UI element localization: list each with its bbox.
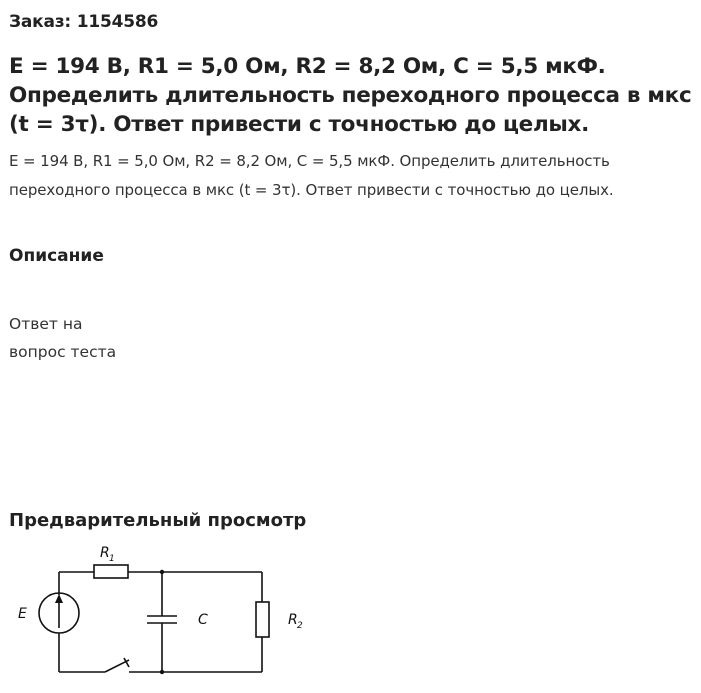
description-heading: Описание — [9, 246, 104, 266]
label-r1-sub: 1 — [109, 554, 115, 564]
label-c: C — [198, 612, 208, 628]
junction-top — [160, 570, 164, 574]
answer-line-2: вопрос теста — [9, 343, 117, 361]
source-arrow-head — [55, 594, 63, 603]
task-description: E = 194 В, R1 = 5,0 Ом, R2 = 8,2 Ом, С = 5,5 мкФ. Определить длительность переходного процесса в мкс (t = 3τ). Ответ привести с точностью до целых. — [9, 152, 614, 199]
page-title: E = 194 В, R1 = 5,0 Ом, R2 = 8,2 Ом, С = 5,5 мкФ. Определить длительность переходного процесса в мкс (t = 3τ). Ответ привести с точностью до целых. — [9, 54, 692, 137]
resistor-r2 — [256, 602, 269, 637]
label-r2: R — [288, 612, 298, 628]
circuit-diagram — [12, 540, 322, 690]
preview-heading: Предварительный просмотр — [9, 510, 307, 531]
label-e: E — [18, 606, 27, 622]
label-r2-sub: 2 — [297, 621, 303, 631]
resistor-r1 — [94, 565, 128, 578]
junction-bottom — [160, 670, 164, 674]
label-r1: R — [100, 545, 110, 561]
order-number: Заказ: 1154586 — [9, 12, 159, 32]
answer-line-1: Ответ на — [9, 315, 83, 333]
answer-text — [9, 310, 209, 366]
